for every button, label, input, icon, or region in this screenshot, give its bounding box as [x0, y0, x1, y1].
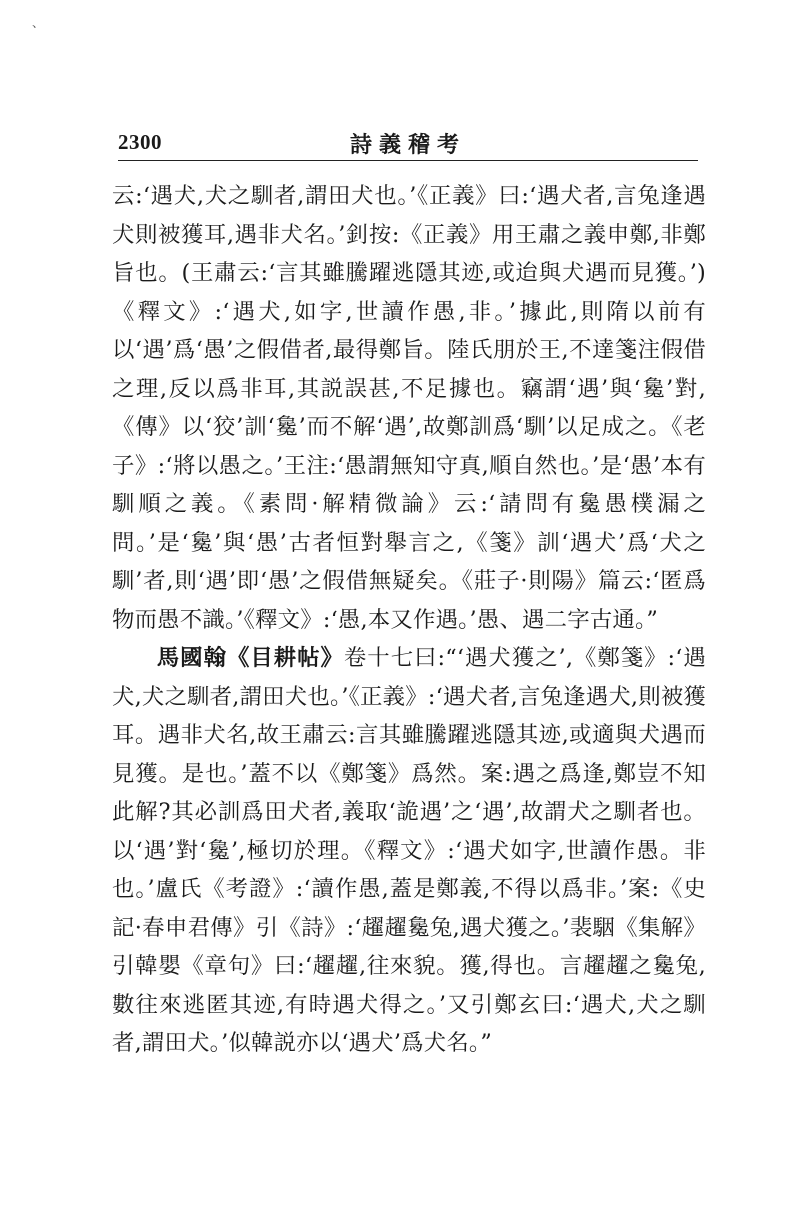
- paragraph-text: 云:‘遇犬,犬之馴者,謂田犬也。’《正義》曰:‘遇犬者,言兔逢遇犬則被獲耳,遇非犬名。’釗按:《正義》用王肅之義申鄭,非鄭旨也。(王肅云:‘言其雖騰躍逃隱其迹,或迨與犬遇而見獲。’)《釋文》:‘遇犬,如字,世讀作愚,非。’據此,則隋以前有以‘遇’爲‘愚’之假借者,最得鄭旨。陸氏朋於王,不達箋注假借之理,反以爲非耳,其説誤甚,不足據也。竊謂‘遇’與‘毚’對,《傳》以‘狡’訓‘毚’而不解‘遇’,故鄭訓爲‘馴’以足成之。《老子》:‘將以愚之。’王注:‘愚謂無知守真,順自然也。’是‘愚’本有馴順之義。《素問·解精微論》云:‘請問有毚愚樸漏之問。’是‘毚’與‘愚’古者恒對舉言之,《箋》訓‘遇犬’爲‘犬之馴’者,則‘遇’即‘愚’之假借無疑矣。《莊子·則陽》篇云:‘匿爲物而愚不識。’《釋文》:‘愚,本又作遇。’愚、遇二字古通。”: [112, 183, 706, 633]
- page-header: [118, 130, 698, 158]
- corner-mark: 、: [32, 16, 45, 30]
- paragraph-ma-guohan: [112, 639, 706, 1063]
- paragraph-lead: 馬國翰《目耕帖》: [156, 645, 344, 671]
- header-rule: [118, 160, 698, 161]
- paragraph-continued: [112, 177, 706, 639]
- page-number: 2300: [118, 130, 162, 154]
- paragraph-text: 卷十七曰:“‘遇犬獲之’,《鄭箋》:‘遇犬,犬之馴者,謂田犬也。’《正義》:‘遇犬者,言兔逢遇犬,則被獲耳。遇非犬名,故王肅云:言其雖騰躍逃隱其迹,或適與犬遇而見獲。是也。’蓋不以《鄭箋》爲然。案:遇之爲逢,鄭豈不知此解?其必訓爲田犬者,義取‘詭遇’之‘遇’,故謂犬之馴者也。以‘遇’對‘毚’,極切於理。《釋文》:‘遇犬如字,世讀作愚。非也。’盧氏《考證》:‘讀作愚,蓋是鄭義,不得以爲非。’案:《史記·春申君傳》引《詩》:‘趯趯毚兔,遇犬獲之。’裴駰《集解》引韓嬰《章句》曰:‘趯趯,往來貌。獲,得也。言趯趯之毚兔,數往來逃匿其迹,有時遇犬得之。’又引鄭玄曰:‘遇犬,犬之馴者,謂田犬。’似韓説亦以‘遇犬’爲犬名。”: [112, 645, 707, 1056]
- running-title: 詩義稽考: [349, 132, 466, 158]
- body-text: [112, 177, 706, 1063]
